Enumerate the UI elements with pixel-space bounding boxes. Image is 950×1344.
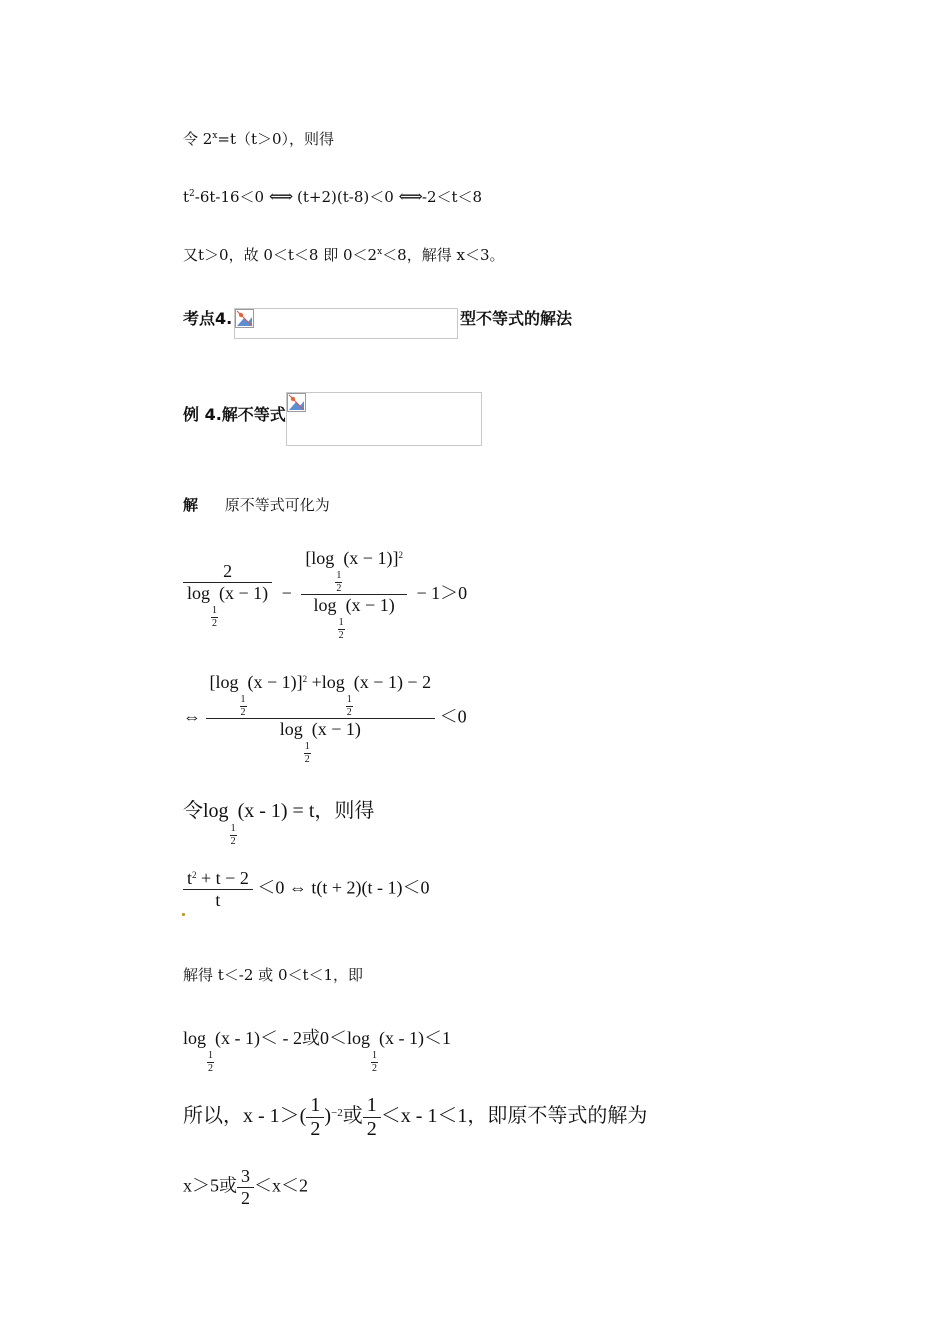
exponent: 2	[398, 550, 403, 560]
argument: (x - 1) = t	[237, 800, 315, 822]
line-conclusion	[183, 244, 505, 265]
denominator: 2	[366, 1118, 377, 1140]
base-den: 2	[208, 1063, 214, 1074]
inequality-image-placeholder	[286, 392, 482, 446]
denominator: t	[215, 890, 221, 910]
text: + t − 2	[196, 868, 249, 888]
base-num: 1	[212, 604, 218, 616]
base-den: 2	[336, 583, 342, 594]
equation-1	[183, 548, 472, 641]
solution-label: 解	[183, 496, 199, 514]
stray-dot	[182, 913, 185, 916]
log-base	[304, 742, 311, 765]
log-base	[371, 1051, 378, 1074]
log-base	[346, 695, 353, 718]
line-quadratic	[183, 186, 482, 207]
log-base	[211, 606, 218, 629]
text: -6t-16＜0	[194, 188, 269, 206]
text: ＜x＜2	[254, 1175, 308, 1196]
tail: − 1＞0	[416, 582, 468, 603]
numerator: 2	[223, 560, 233, 581]
equation-2	[183, 672, 467, 765]
text: 令	[183, 798, 203, 822]
text: t	[183, 188, 190, 206]
base-num: 1	[304, 741, 310, 752]
solution-intro	[183, 494, 330, 515]
line-substitution	[183, 128, 334, 149]
heading-suffix: 型不等式的解法	[460, 309, 573, 328]
equation-4	[183, 868, 429, 911]
log: [log	[305, 548, 335, 568]
log-base	[230, 824, 237, 847]
text: 所以，	[183, 1103, 243, 1128]
text: 或	[342, 1103, 363, 1128]
fraction	[183, 868, 253, 911]
exponent: −2	[331, 1107, 343, 1120]
text: (x - 1)＜ - 2或0＜log	[215, 1028, 370, 1048]
text: 又	[183, 246, 199, 264]
log-base	[335, 571, 342, 594]
text: t＞0，故 0＜t＜8 即 0＜2	[198, 246, 378, 264]
text: (t+2)(t-8)＜0	[297, 188, 399, 206]
equation-5	[183, 1024, 451, 1074]
denominator	[276, 719, 365, 765]
text: (x - 1)＜1	[379, 1028, 451, 1048]
minus-sign: −	[281, 582, 292, 603]
text: 令 2	[183, 130, 213, 148]
bracket: ]	[392, 548, 399, 568]
numerator: 1	[310, 1094, 321, 1116]
denominator	[310, 595, 399, 641]
argument: (x − 1)	[311, 719, 361, 739]
log: log	[187, 582, 211, 603]
base-den: 2	[372, 1063, 377, 1074]
fraction	[363, 1094, 381, 1141]
text: =t（t＞0），则得	[217, 130, 335, 148]
fraction	[183, 561, 272, 629]
base-num: 1	[346, 694, 352, 705]
denominator: 2	[310, 1118, 321, 1140]
argument: (x − 1)	[345, 595, 395, 615]
log-base	[338, 618, 345, 641]
text: ＜0 ⇔ t(t + 2)(t - 1)＜0	[257, 877, 430, 898]
text: x - 1＞(	[243, 1105, 307, 1128]
broken-image-icon	[235, 309, 254, 328]
base-num: 1	[338, 617, 344, 628]
denominator: 2	[241, 1188, 250, 1208]
text: ＜8，解得 x＜3。	[382, 246, 505, 264]
broken-image-icon	[287, 393, 306, 412]
base-num: 1	[240, 694, 246, 705]
argument: (x − 1)]	[247, 672, 303, 692]
base-den: 2	[212, 617, 218, 629]
base-num: 1	[230, 823, 236, 834]
log: log	[203, 800, 229, 822]
fraction	[237, 1166, 254, 1209]
fraction	[306, 1094, 324, 1141]
text: )	[324, 1105, 331, 1128]
text: ，则得	[314, 798, 375, 822]
log: log	[279, 719, 303, 739]
log-base	[240, 695, 247, 718]
log: log	[313, 595, 337, 615]
iff-arrow: ⟺	[398, 187, 422, 207]
tail: ＜0	[439, 706, 467, 727]
fraction	[206, 672, 436, 765]
heading-prefix: 考点4.	[183, 309, 233, 328]
base-num: 1	[208, 1050, 214, 1061]
equation-6	[183, 1094, 647, 1141]
denominator	[183, 583, 272, 629]
numerator	[206, 672, 436, 718]
base-den: 2	[338, 630, 344, 641]
exponent: 2	[192, 870, 197, 880]
base-den: 2	[230, 836, 236, 847]
base-den: 2	[304, 754, 310, 765]
section-heading	[183, 306, 232, 329]
text: x＞5或	[183, 1175, 237, 1196]
base-den: 2	[240, 707, 246, 718]
log-base	[207, 1051, 214, 1074]
text: ，即原不等式的解为	[467, 1103, 648, 1128]
argument: (x − 1)	[343, 548, 393, 568]
exponent: 2	[189, 189, 195, 199]
solve-line: 解得 t＜-2 或 0＜t＜1，即	[183, 966, 364, 984]
base-num: 1	[372, 1050, 377, 1061]
example-label: 例 4.解不等式	[183, 405, 286, 424]
log: [log	[209, 672, 239, 692]
numerator	[301, 548, 407, 594]
argument: (x − 1)	[219, 582, 269, 603]
base-num: 1	[336, 570, 342, 581]
iff-arrow: ⟺	[268, 187, 293, 207]
numerator: 1	[366, 1094, 377, 1116]
exponent: x	[377, 247, 383, 257]
exponent: 2	[302, 674, 308, 684]
text: -2＜t＜8	[421, 188, 483, 206]
base-den: 2	[346, 707, 352, 718]
equation-3	[183, 794, 374, 847]
log: log	[183, 1028, 207, 1048]
text: ＜x - 1＜1	[380, 1105, 468, 1128]
log: +log	[311, 672, 345, 692]
iff-symbol: ⇔	[183, 706, 201, 727]
fraction	[301, 548, 407, 641]
variable: t	[187, 868, 193, 888]
numerator	[183, 868, 253, 889]
exponent: x	[212, 131, 218, 141]
numerator: 3	[241, 1166, 250, 1186]
equation-7	[183, 1166, 308, 1209]
argument: (x − 1) − 2	[353, 672, 432, 692]
formula-image-placeholder	[234, 308, 458, 339]
solution-text: 原不等式可化为	[224, 496, 330, 514]
